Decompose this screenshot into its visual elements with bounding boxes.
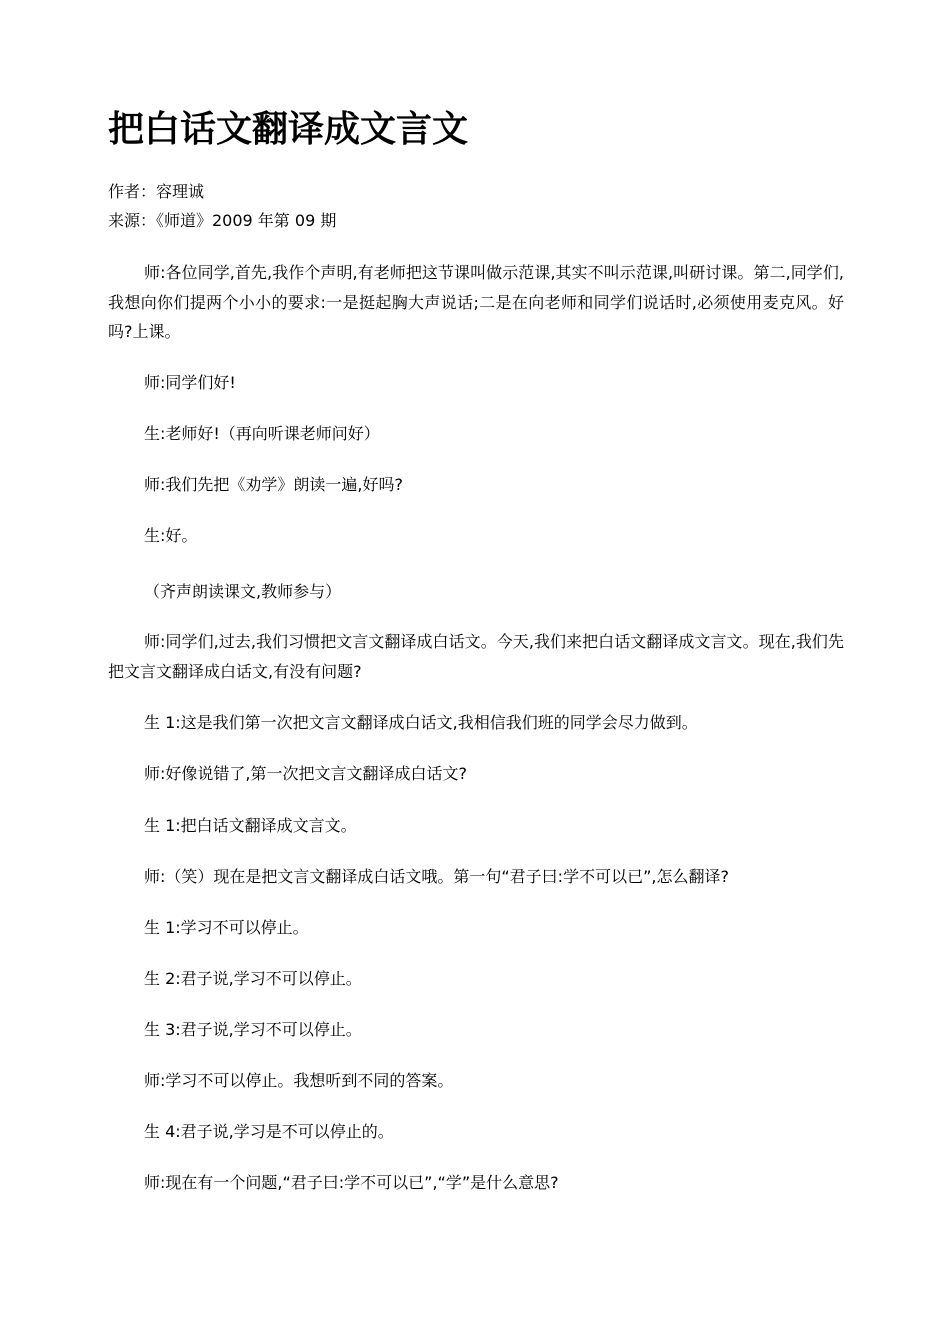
paragraph: 生 1:学习不可以停止。 [144, 918, 309, 937]
paragraph: 生 1:把白话文翻译成文言文。 [144, 816, 357, 835]
stage-direction: （齐声朗读课文,教师参与） [144, 582, 342, 601]
paragraph: 生:好。 [144, 526, 198, 545]
paragraph: 师:学习不可以停止。我想听到不同的答案。 [144, 1071, 454, 1090]
paragraph: 生 1:这是我们第一次把文言文翻译成白话文,我相信我们班的同学会尽力做到。 [144, 713, 698, 732]
paragraph: 生 3:君子说,学习不可以停止。 [144, 1020, 362, 1039]
source-line: 来源：《师道》2009 年第 09 期 [108, 211, 337, 230]
paragraph: 师:（笑）现在是把文言文翻译成白话文哦。第一句“君子曰:学不可以已”,怎么翻译? [144, 867, 729, 886]
paragraph: 师:同学们好! [144, 373, 236, 392]
author-line: 作者：容理诚 [108, 182, 205, 201]
article-title: 把白话文翻译成文言文 [108, 109, 469, 150]
paragraph: 生:老师好!（再向听课老师问好） [144, 424, 380, 443]
paragraph: 生 2:君子说,学习不可以停止。 [144, 969, 362, 988]
paragraph: 师:我们先把《劝学》朗读一遍,好吗? [144, 475, 403, 494]
paragraph: 师:好像说错了,第一次把文言文翻译成白话文? [144, 764, 467, 783]
paragraph-intro: 师:各位同学,首先,我作个声明,有老师把这节课叫做示范课,其实不叫示范课,叫研讨课。第二,同学们,我想向你们提两个小小的要求:一是挺起胸大声说话;二是在向老师和同学们说话时,必须使用麦克风。好吗?上课。 [108, 263, 844, 341]
paragraph: 生 4:君子说,学习是不可以停止的。 [144, 1122, 394, 1141]
paragraph: 师:同学们,过去,我们习惯把文言文翻译成白话文。今天,我们来把白话文翻译成文言文。现在,我们先把文言文翻译成白话文,有没有问题? [108, 632, 844, 681]
paragraph: 师:现在有一个问题,“君子曰:学不可以已”,“学”是什么意思? [144, 1173, 559, 1192]
